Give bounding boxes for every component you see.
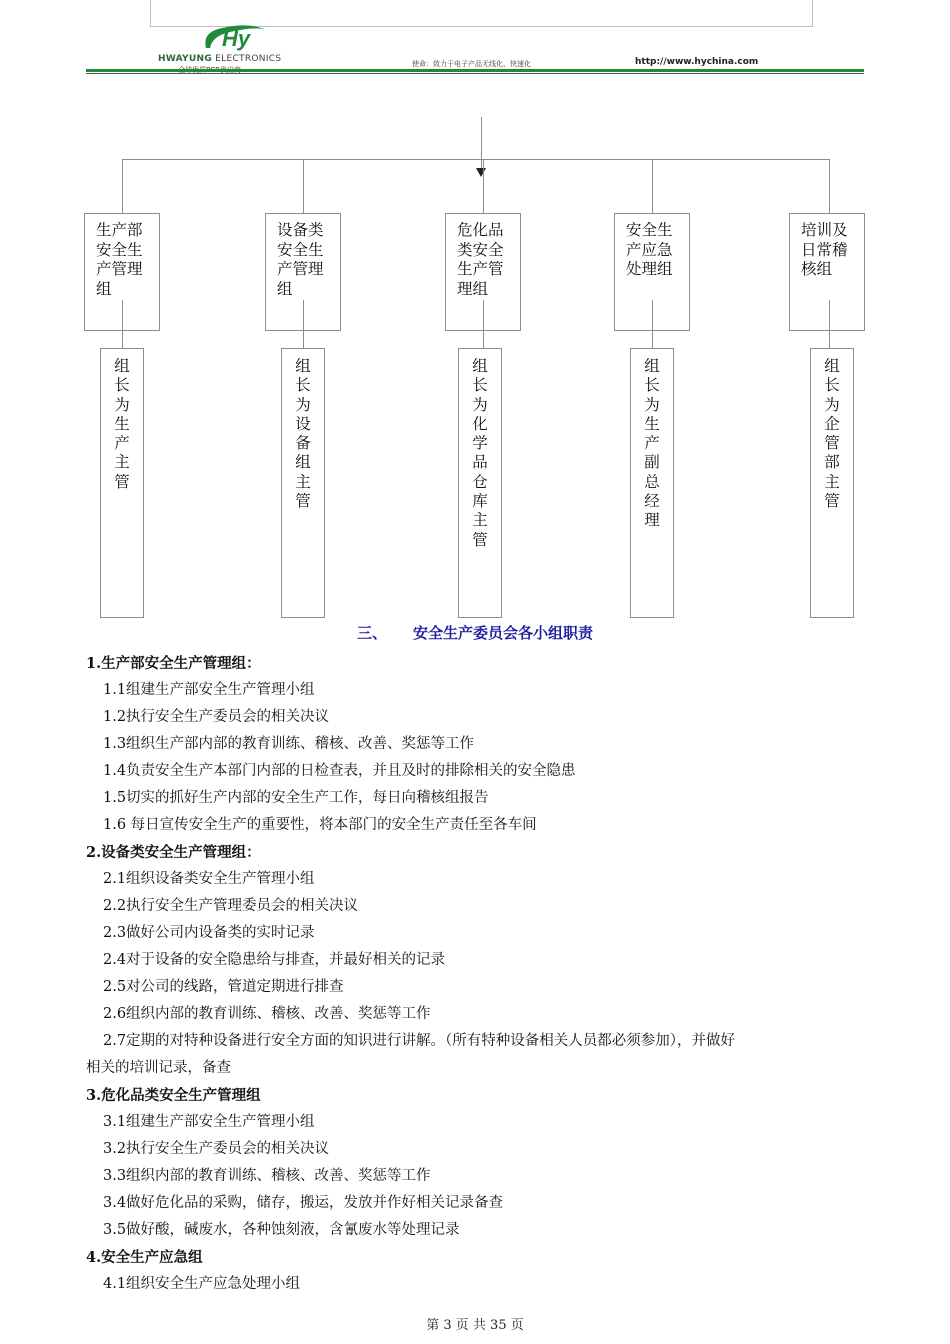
section-number: 三、: [356, 624, 387, 642]
duty-item: 3.1组建生产部安全生产管理小组: [103, 1114, 315, 1130]
duty-item: 1.4负责安全生产本部门内部的日检查表，并且及时的排除相关的安全隐患: [103, 763, 576, 779]
responsibilities-list: [86, 650, 866, 1298]
connector-drop: [652, 159, 653, 214]
group-name: 安全生 产应急 处理组: [626, 221, 673, 278]
duty-item: 1.3组织生产部内部的教育训练、稽核、改善、奖惩等工作: [103, 736, 475, 752]
duty-item: 1.1组建生产部安全生产管理小组: [103, 682, 315, 698]
header-rule-thin: [86, 73, 864, 74]
connector-bus: [122, 159, 829, 160]
duty-item: 2.3做好公司内设备类的实时记录: [103, 925, 315, 941]
leader-box: [630, 348, 674, 618]
leader-box: [810, 348, 854, 618]
duty-item: 相关的培训记录，备查: [86, 1060, 231, 1076]
connector-drop: [303, 159, 304, 214]
leader-box: [100, 348, 144, 618]
duty-item: 3.2执行安全生产委员会的相关决议: [103, 1141, 330, 1157]
leader-box: [281, 348, 325, 618]
duty-item: 2.4对于设备的安全隐患给与排查，并最好相关的记录: [103, 952, 446, 968]
group-name: 生产部 安全生 产管理 组: [96, 221, 143, 298]
group-heading: 2.设备类安全生产管理组：: [86, 844, 261, 861]
duty-item: 2.7定期的对特种设备进行安全方面的知识进行讲解。（所有特种设备相关人员都必须参加），并做好: [103, 1033, 736, 1049]
company-logo: [200, 22, 270, 54]
brand-name: HWAYUNG ELECTRONICS: [158, 54, 282, 64]
connector-drop: [829, 159, 830, 214]
group-leader: 组长为化学品仓库主管: [472, 357, 488, 549]
section-title: [0, 622, 950, 643]
group-name: 危化品 类安全 生产管 理组: [457, 221, 504, 298]
connector-leader: [122, 300, 123, 349]
duty-item: 3.3组织内部的教育训练、稽核、改善、奖惩等工作: [103, 1168, 431, 1184]
section-heading: 安全生产委员会各小组职责: [413, 624, 594, 642]
connector-leader: [483, 300, 484, 349]
duty-item: 3.5做好酸，碱废水，各种蚀刻液，含氰废水等处理记录: [103, 1222, 460, 1238]
logo-letters: Hy: [222, 26, 251, 51]
arrow-down-icon: [476, 168, 486, 177]
header-rule: [86, 69, 864, 72]
website-url[interactable]: http://www.hychina.com: [635, 57, 759, 67]
connector-drop: [483, 159, 484, 214]
group-name: 设备类 安全生 产管理 组: [277, 221, 324, 298]
duty-item: 2.2执行安全生产管理委员会的相关决议: [103, 898, 359, 914]
group-box: [789, 213, 865, 331]
page-footer: 第 3 页 共 35 页: [426, 1318, 524, 1333]
connector-trunk: [481, 117, 482, 169]
duty-item: 2.6组织内部的教育训练、稽核、改善、奖惩等工作: [103, 1006, 431, 1022]
group-leader: 组长为生产副总经理: [644, 357, 660, 530]
group-leader: 组长为生产主管: [114, 357, 130, 491]
group-heading: 1.生产部安全生产管理组：: [86, 655, 261, 672]
duty-item: 1.6 每日宣传安全生产的重要性，将本部门的安全生产责任至各车间: [103, 817, 537, 833]
group-leader: 组长为企管部主管: [824, 357, 840, 511]
group-heading: 4.安全生产应急组: [86, 1249, 203, 1266]
duty-item: 4.1组织安全生产应急处理小组: [103, 1276, 301, 1292]
duty-item: 1.2执行安全生产委员会的相关决议: [103, 709, 330, 725]
duty-item: 3.4做好危化品的采购，储存，搬运，发放并作好相关记录备查: [103, 1195, 504, 1211]
connector-leader: [829, 300, 830, 349]
connector-leader: [303, 300, 304, 349]
group-heading: 3.危化品类安全生产管理组: [86, 1087, 261, 1104]
duty-item: 2.1组织设备类安全生产管理小组: [103, 871, 315, 887]
duty-item: 2.5对公司的线路，管道定期进行排查: [103, 979, 344, 995]
mission-statement: 使命：致力于电子产品无线化、快速化: [412, 60, 531, 68]
connector-leader: [652, 300, 653, 349]
group-leader: 组长为设备组主管: [295, 357, 311, 511]
leader-box: [458, 348, 502, 618]
connector-drop: [122, 159, 123, 214]
duty-item: 1.5切实的抓好生产内部的安全生产工作，每日向稽核组报告: [103, 790, 489, 806]
group-name: 培训及 日常稽 核组: [801, 221, 848, 278]
